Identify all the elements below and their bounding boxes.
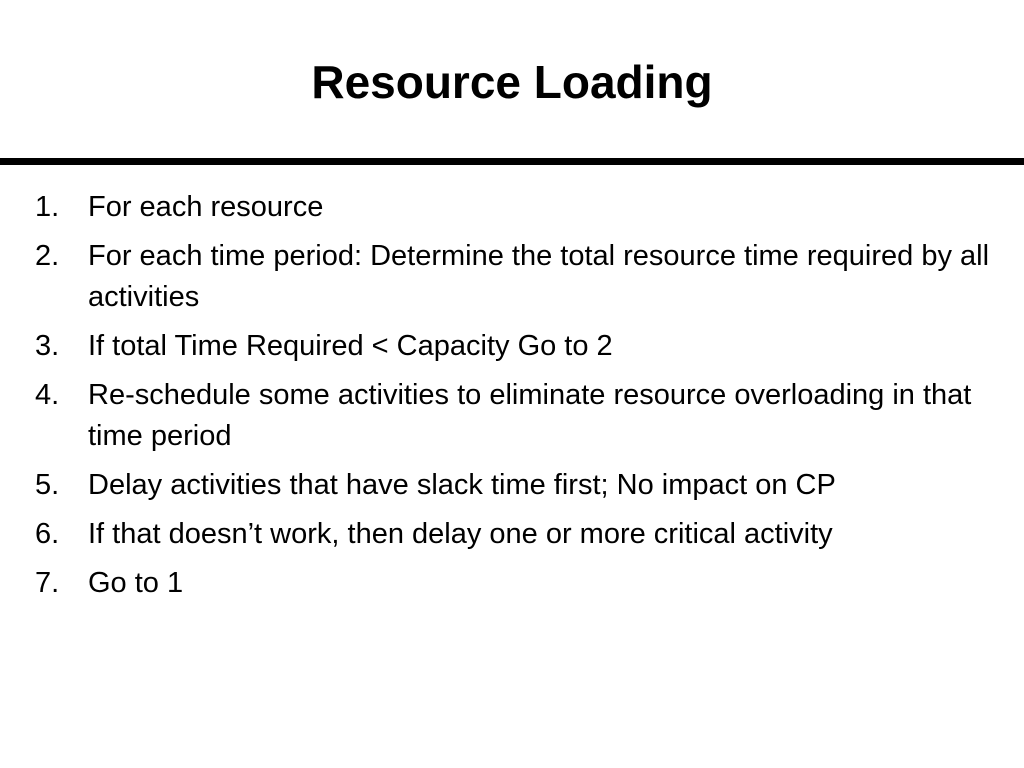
list-item (0, 514, 1000, 555)
step-number: 6. (35, 518, 60, 550)
step-text: If total Time Required < Capacity Go to 2 (88, 330, 613, 362)
list-item (0, 563, 1000, 604)
step-number: 7. (35, 567, 60, 599)
list-item (0, 187, 1000, 228)
step-text: If that doesn’t work, then delay one or more critical activity (88, 518, 833, 550)
list-item (0, 375, 1000, 457)
step-text: For each time period: Determine the total resource time required by all activities (88, 240, 990, 313)
step-number: 4. (35, 379, 60, 411)
title-divider (0, 158, 1024, 165)
steps-list (0, 187, 1000, 612)
step-number: 3. (35, 330, 60, 362)
step-text: Go to 1 (88, 567, 184, 599)
slide-title: Resource Loading (311, 56, 713, 108)
step-number: 5. (35, 469, 60, 501)
step-text: For each resource (88, 191, 324, 223)
step-text: Delay activities that have slack time first; No impact on CP (88, 469, 836, 501)
list-item (0, 236, 1000, 318)
step-text: Re-schedule some activities to eliminate resource overloading in that time period (88, 379, 972, 452)
step-number: 2. (35, 240, 60, 272)
list-item (0, 326, 1000, 367)
list-item (0, 465, 1000, 506)
step-number: 1. (35, 191, 60, 223)
